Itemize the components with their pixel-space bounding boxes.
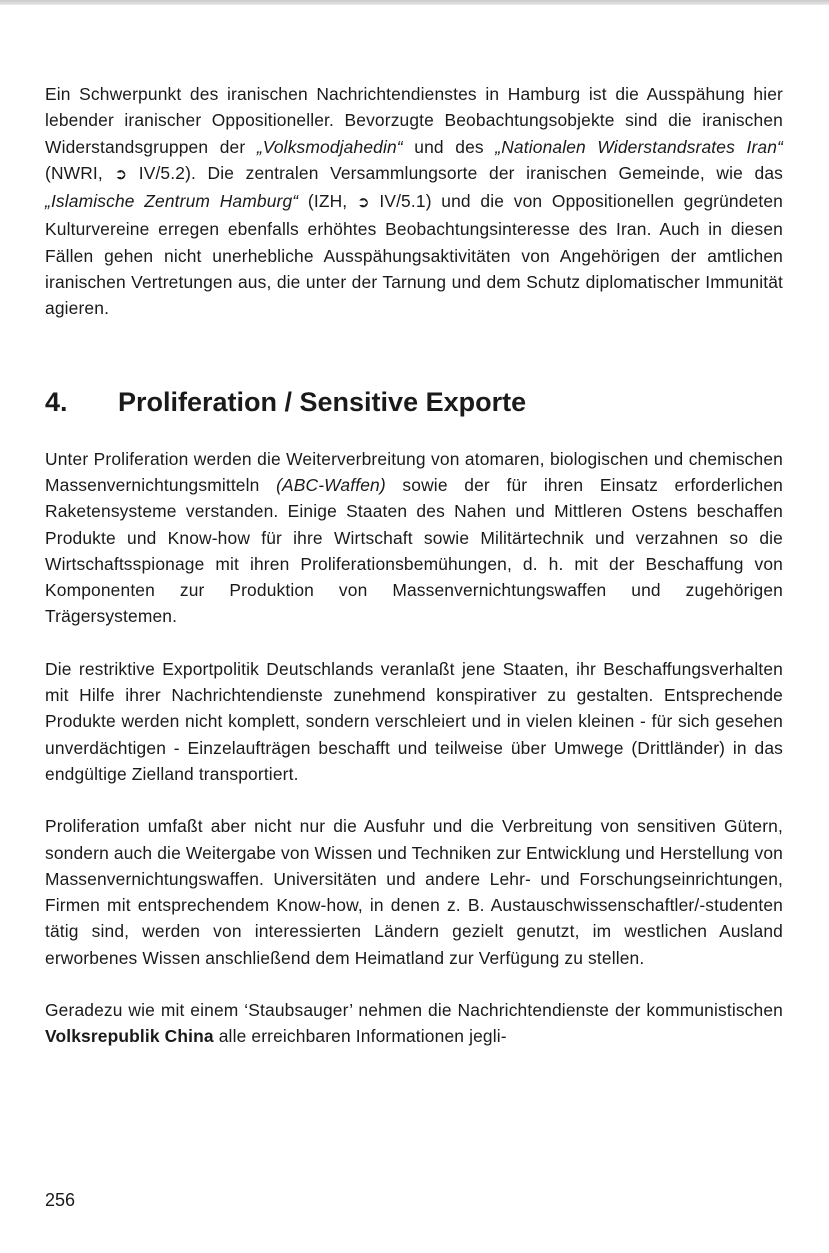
cross-reference-link[interactable]: IV/5.1 [379, 191, 426, 212]
page-number: 256 [45, 1190, 76, 1210]
page-body [45, 81, 783, 1050]
emphasis-volksmodjahedin: „Volksmodjahedin“ [256, 136, 403, 157]
cross-reference-arrow-icon: ➲ [114, 165, 128, 183]
emphasis-abc-waffen: (ABC-Waffen) [276, 474, 386, 495]
paragraph-proliferation-definition: Unter Proliferation werden die Weiterverbreitung von atomaren, biologischen und chemischen Massenvernichtungsmitteln (ABC-Waffen) sowie der für ihren Einsatz erforderlichen Raketensysteme verstanden. Einige Staaten des Nahen und Mittleren Ostens beschaffen Produkte und Know-how für ihre Wirtschaft sowie Militärtechnik und verzahnen so die Wirtschaftsspionage mit ihren Proliferationsbemühungen, d. h. mit der Beschaffung von Komponenten zur Produktion von Massenvernichtungswaffen und zugehörigen Trägersystemen. [45, 448, 783, 627]
section-heading [45, 385, 783, 419]
emphasis-izh: „Islamische Zentrum Hamburg“ [45, 191, 299, 212]
top-edge-rule [0, 0, 829, 5]
cross-reference-link[interactable]: IV/5.2 [138, 162, 186, 183]
cross-reference-arrow-icon: ➲ [356, 194, 370, 212]
paragraph-knowledge-transfer: Proliferation umfaßt aber nicht nur die Ausfuhr und die Verbreitung von sensitiven Gütern, sondern auch die Weitergabe von Wissen und Techniken zur Entwicklung und Herstellung von Massenvernichtungswaffen. Universitäten und andere Lehr- und Forschungseinrichtungen, Firmen mit entsprechendem Know-how, in denen z. B. Austauschwissenschaftler/-studenten tätig sind, werden von interessierten Ländern gezielt genutzt, im westlichen Ausland erworbenes Wissen anschließend dem Heimatland zur Verfügung zu stellen. [45, 816, 783, 968]
section-number: 4. [45, 386, 68, 417]
section-title: Proliferation / Sensitive Exporte [118, 386, 527, 417]
paragraph-china: Geradezu wie mit einem ‘Staubsauger’ nehmen die Nachrichtendienste der kommunistischen Volksrepublik China alle erreichbaren Informationen jegli- [45, 1000, 783, 1047]
emphasis-nwri: „Nationalen Widerstandsrates Iran“ [495, 136, 783, 157]
paragraph-export-policy: Die restriktive Exportpolitik Deutschlands veranlaßt jene Staaten, ihr Beschaffungsverhalten mit Hilfe ihrer Nachrichtendienste zunehmend konspirativer zu gestalten. Entsprechende Produkte werden nicht komplett, sondern verschleiert und in vielen kleinen - für sich gesehen unverdächtigen - Einzelaufträgen beschafft und teilweise über Umwege (Drittländer) in das endgültige Zielland transportiert. [45, 658, 783, 784]
emphasis-volksrepublik-china: Volksrepublik China [45, 1026, 214, 1047]
paragraph-intro: Ein Schwerpunkt des iranischen Nachrichtendienstes in Hamburg ist die Ausspähung hier lebender iranischer Oppositioneller. Bevorzugte Beobachtungsobjekte sind die iranischen Widerstandsgruppen der „Volksmodjahedin“ und des „Nationalen Widerstandsrates Iran“ (NWRI, ➲ IV/5.2). Die zentralen Versammlungsorte der iranischen Gemeinde, wie das „Islamische Zentrum Hamburg“ (IZH, ➲ IV/5.1) und die von Oppositionellen gegründeten Kulturvereine erregen ebenfalls erhöhtes Beobachtungsinteresse des Iran. Auch in diesen Fällen gehen nicht unerhebliche Ausspähungsaktivitäten von Angehörigen der amtlichen iranischen Vertretungen aus, die unter der Tarnung und dem Schutz diplomatischer Immunität agieren. [45, 84, 783, 319]
